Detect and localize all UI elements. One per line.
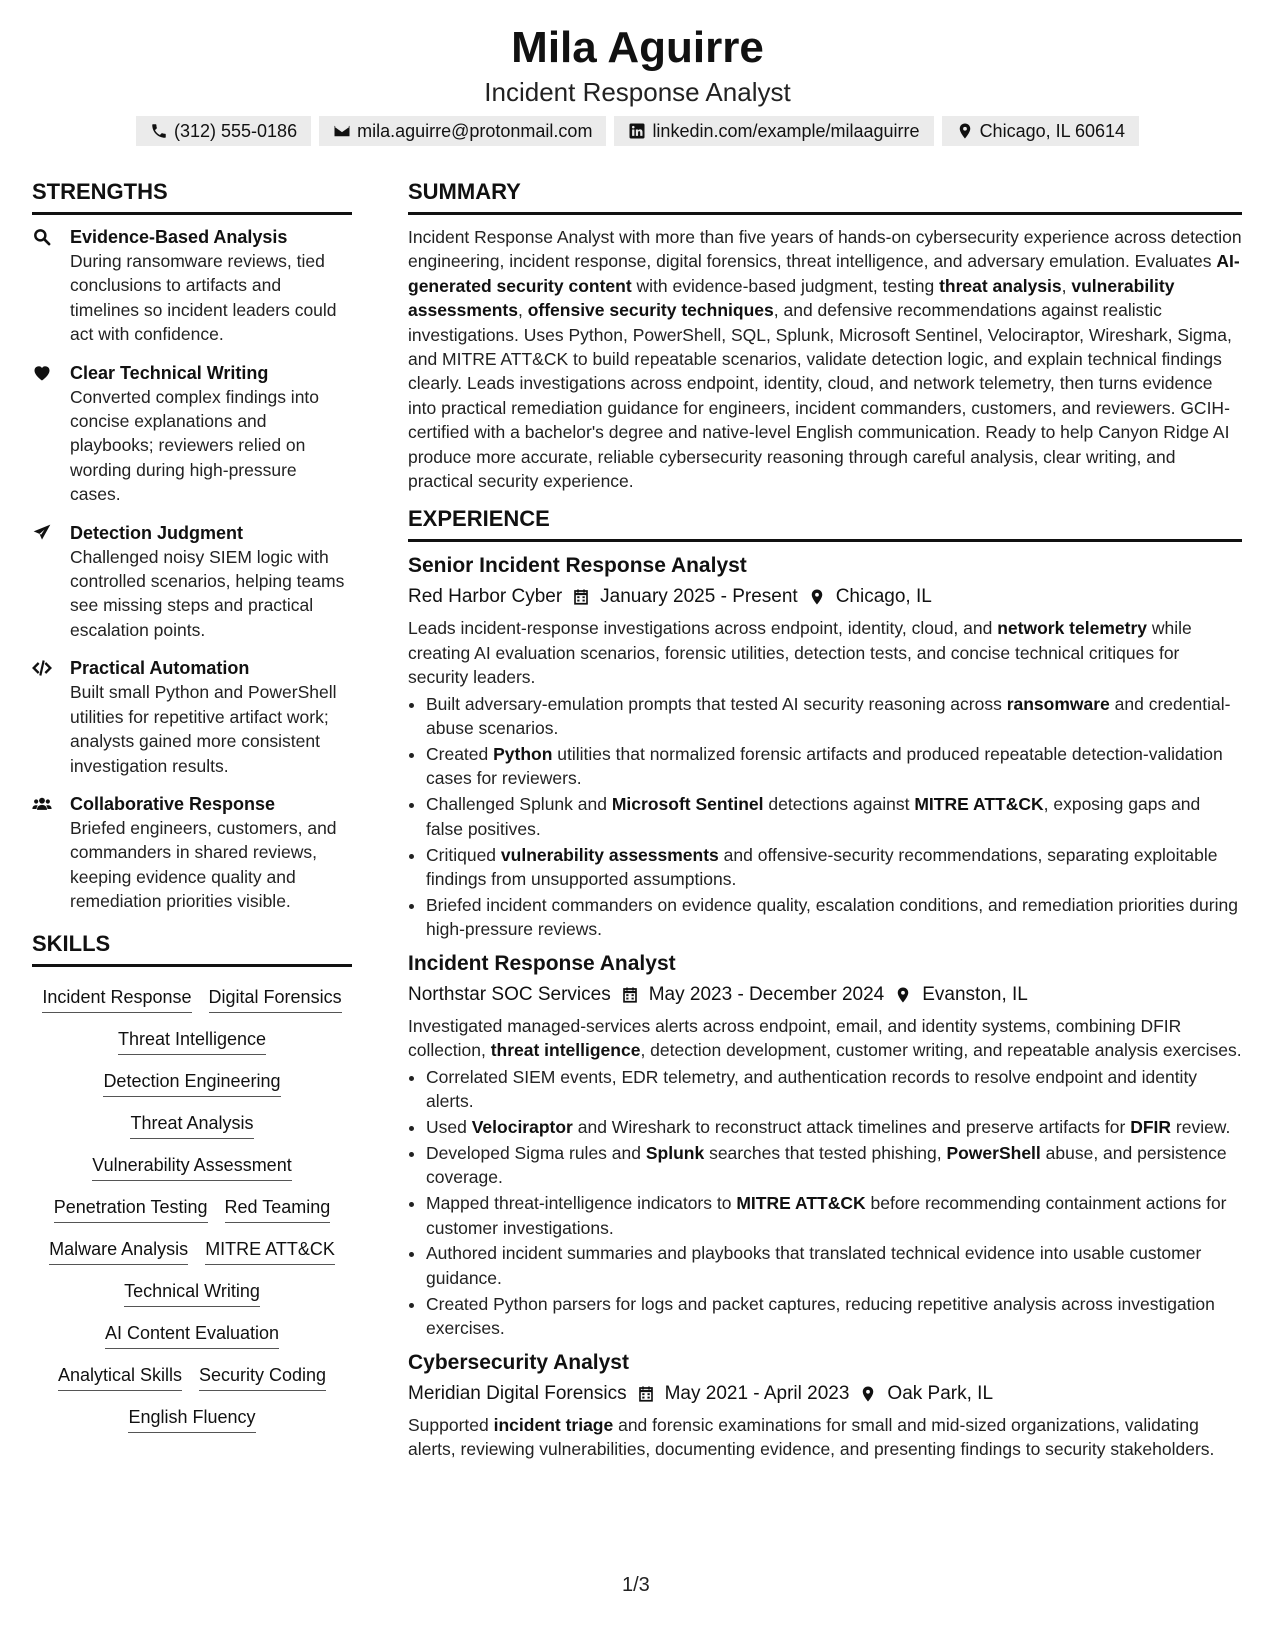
contact-email-text: mila.aguirre@protonmail.com <box>357 121 593 141</box>
job-location: Evanston, IL <box>922 983 1028 1005</box>
strength-title: Clear Technical Writing <box>70 362 269 383</box>
strength-text: Built small Python and PowerShell utilities for repetitive artifact work; analysts gained more consistent investigation results. <box>70 682 337 776</box>
emphasis-text: Microsoft Sentinel <box>611 794 764 815</box>
skill-tag: Red Teaming <box>225 1195 331 1223</box>
emphasis-text: Splunk <box>645 1142 705 1163</box>
job-entry <box>408 950 1242 1341</box>
skill-tag: Security Coding <box>199 1363 326 1391</box>
strengths-heading: STRENGTHS <box>32 178 352 215</box>
emphasis-text: offensive security techniques <box>527 300 774 321</box>
map-pin-icon <box>859 1385 877 1403</box>
job-company: Red Harbor Cyber <box>408 586 563 608</box>
job-entry <box>408 552 1242 941</box>
search-icon <box>32 227 52 247</box>
contact-phone-text: (312) 555-0186 <box>173 121 298 141</box>
skill-tag: Penetration Testing <box>54 1195 208 1223</box>
emphasis-text: PowerShell <box>946 1142 1041 1163</box>
skills-heading: SKILLS <box>32 930 352 967</box>
job-company: Northstar SOC Services <box>408 983 611 1005</box>
emphasis-text: Python <box>493 744 553 764</box>
job-bullet: • Correlated SIEM events, EDR telemetry, and authentication records to resolve endpoint and identity alerts. <box>426 1065 1242 1114</box>
phone-icon <box>150 122 168 140</box>
job-location: Chicago, IL <box>835 586 932 608</box>
job-bullet: • Developed Sigma rules and Splunk searches that tested phishing, PowerShell abuse, and persistence coverage. <box>426 1141 1242 1190</box>
skill-tag: Malware Analysis <box>49 1237 188 1265</box>
emphasis-text: MITRE ATT&CK <box>736 1193 866 1214</box>
job-meta <box>408 584 1242 610</box>
job-title: Senior Incident Response Analyst <box>408 554 747 578</box>
heart-icon <box>32 363 52 383</box>
job-dates: May 2023 - December 2024 <box>648 983 885 1005</box>
job-bullets <box>426 692 1242 942</box>
calendar-icon <box>621 986 639 1004</box>
job-description: Supported incident triage and forensic examinations for small and mid-sized organizations, validating alerts, reviewing vulnerabilities, documenting evidence, and presenting findings to security stakeholders. <box>408 1414 1215 1459</box>
strength-item <box>32 361 352 507</box>
emphasis-text: Velociraptor <box>471 1116 573 1137</box>
job-dates: January 2025 - Present <box>600 586 798 608</box>
job-entry <box>408 1349 1242 1462</box>
skill-tag: Threat Analysis <box>130 1111 253 1139</box>
strength-item <box>32 225 352 347</box>
emphasis-text: DFIR <box>1130 1116 1172 1137</box>
job-title: Cybersecurity Analyst <box>408 1350 629 1374</box>
contact-linkedin-text: linkedin.com/example/milaaguirre <box>652 121 920 141</box>
candidate-title: Incident Response Analyst <box>484 77 791 107</box>
strength-item <box>32 792 352 914</box>
job-bullet: • Challenged Splunk and Microsoft Sentinel detections against MITRE ATT&CK, exposing gaps and false positives. <box>426 792 1242 841</box>
resume-header <box>0 22 1275 146</box>
emphasis-text: vulnerability assessments <box>500 844 719 865</box>
skill-tag: Detection Engineering <box>103 1069 280 1097</box>
strength-title: Detection Judgment <box>70 522 244 543</box>
map-pin-icon <box>894 986 912 1004</box>
contact-bar <box>0 116 1275 146</box>
skills-list <box>32 985 352 1433</box>
envelope-icon <box>333 122 351 140</box>
skill-tag: AI Content Evaluation <box>105 1321 279 1349</box>
job-bullet: • Built adversary-emulation prompts that tested AI security reasoning across ransomware and credential-abuse scenarios. <box>426 692 1242 741</box>
paper-plane-icon <box>32 523 52 543</box>
skill-tag: Vulnerability Assessment <box>92 1153 291 1181</box>
strength-text: Briefed engineers, customers, and commanders in shared reviews, keeping evidence quality and remediation priorities visible. <box>70 817 337 912</box>
strength-title: Collaborative Response <box>70 793 276 814</box>
skill-tag: Threat Intelligence <box>118 1027 266 1055</box>
job-dates: May 2021 - April 2023 <box>664 1382 850 1404</box>
job-company: Meridian Digital Forensics <box>408 1382 627 1404</box>
strength-text: Converted complex findings into concise explanations and playbooks; reviewers relied on wording during high-pressure cases. <box>70 386 320 505</box>
summary-heading: SUMMARY <box>408 178 1242 215</box>
emphasis-text: threat intelligence <box>490 1040 641 1061</box>
experience-heading: EXPERIENCE <box>408 505 1242 542</box>
skill-tag: Incident Response <box>42 985 191 1013</box>
map-pin-icon <box>956 122 974 140</box>
job-bullet: • Authored incident summaries and playbooks that translated technical evidence into usable customer guidance. <box>426 1241 1242 1290</box>
calendar-icon <box>572 588 590 606</box>
emphasis-text: MITRE ATT&CK <box>914 794 1044 815</box>
contact-phone[interactable] <box>136 116 311 146</box>
skill-tag: Digital Forensics <box>209 985 342 1013</box>
strength-title: Practical Automation <box>70 658 250 679</box>
job-bullet: • Created Python parsers for logs and packet captures, reducing repetitive analysis across investigation exercises. <box>426 1292 1242 1341</box>
skill-tag: Technical Writing <box>124 1279 260 1307</box>
emphasis-text: network telemetry <box>997 618 1147 639</box>
job-bullet: • Used Velociraptor and Wireshark to reconstruct attack timelines and preserve artifacts for DFIR review. <box>426 1115 1242 1139</box>
emphasis-text: ransomware <box>1006 693 1110 714</box>
contact-linkedin[interactable] <box>614 116 933 146</box>
job-bullet: • Briefed incident commanders on evidence quality, escalation conditions, and remediation priorities during high-pressure reviews. <box>426 893 1242 942</box>
emphasis-text: vulnerability assessments <box>408 275 1175 321</box>
job-bullets <box>426 1065 1242 1341</box>
job-bullet: • Mapped threat-intelligence indicators to MITRE ATT&CK before recommending containment actions for customer investigations. <box>426 1191 1242 1240</box>
emphasis-text: incident triage <box>493 1414 614 1435</box>
emphasis-text: AI-generated security content <box>408 251 1240 296</box>
job-bullet: • Critiqued vulnerability assessments and offensive-security recommendations, separating exploitable findings from unsupported assumptions. <box>426 843 1242 892</box>
strength-text: Challenged noisy SIEM logic with controlled scenarios, helping teams see missing steps and practical escalation points. <box>70 546 345 640</box>
summary-text: Incident Response Analyst with more than five years of hands-on cybersecurity experience across detection engineering, incident response, digital forensics, threat intelligence, and adversary emulation. Evaluates AI-generated security content with evidence-based judgment, testing threat analysis, vulnerability assessments, offensive security techniques, and defensive recommendations against realistic investigations. Uses Python, PowerShell, SQL, Splunk, Microsoft Sentinel, Velociraptor, Wireshark, Sigma, and MITRE ATT&CK to build repeatable scenarios, validate detection logic, and explain technical findings clearly. Leads investigations across endpoint, identity, cloud, and network telemetry, then turns evidence into practical remediation guidance for engineers, incident commanders, customers, and reviewers. GCIH-certified with a bachelor's degree and native-level English communication. Ready to help Canyon Ridge AI produce more accurate, reliable cybersecurity reasoning through careful analysis, clear writing, and practical security experience. <box>408 227 1242 492</box>
job-meta <box>408 982 1242 1008</box>
contact-email[interactable] <box>319 116 606 146</box>
job-description: Leads incident-response investigations across endpoint, identity, cloud, and network telemetry while creating AI evaluation scenarios, forensic utilities, detection tests, and concise technical critiques for security leaders. <box>408 618 1192 688</box>
job-meta <box>408 1381 1242 1407</box>
calendar-icon <box>637 1385 655 1403</box>
emphasis-text: threat analysis <box>939 275 1062 296</box>
candidate-name: Mila Aguirre <box>511 23 764 72</box>
left-column <box>32 178 352 1433</box>
page-number: 1/3 <box>622 1574 650 1596</box>
users-icon <box>32 794 52 814</box>
skill-tag: Analytical Skills <box>58 1363 182 1391</box>
linkedin-icon <box>628 122 646 140</box>
right-column <box>408 178 1242 1461</box>
job-location: Oak Park, IL <box>887 1382 994 1404</box>
skill-tag: English Fluency <box>128 1405 255 1433</box>
strength-item <box>32 521 352 643</box>
job-description: Investigated managed-services alerts across endpoint, email, and identity systems, combining DFIR collection, threat intelligence, detection development, customer writing, and repeatable analysis exercises. <box>408 1015 1242 1061</box>
job-bullet: • Created Python utilities that normalized forensic artifacts and produced repeatable detection-validation cases for reviewers. <box>426 742 1242 791</box>
contact-location-text: Chicago, IL 60614 <box>979 121 1126 141</box>
contact-location[interactable] <box>942 116 1139 146</box>
skill-tag: MITRE ATT&CK <box>205 1237 335 1265</box>
job-title: Incident Response Analyst <box>408 951 676 975</box>
map-pin-icon <box>808 588 826 606</box>
code-icon <box>32 658 52 678</box>
strength-title: Evidence-Based Analysis <box>70 227 288 247</box>
strength-item <box>32 656 352 778</box>
strength-text: During ransomware reviews, tied conclusions to artifacts and timelines so incident leaders could act with confidence. <box>70 251 337 345</box>
